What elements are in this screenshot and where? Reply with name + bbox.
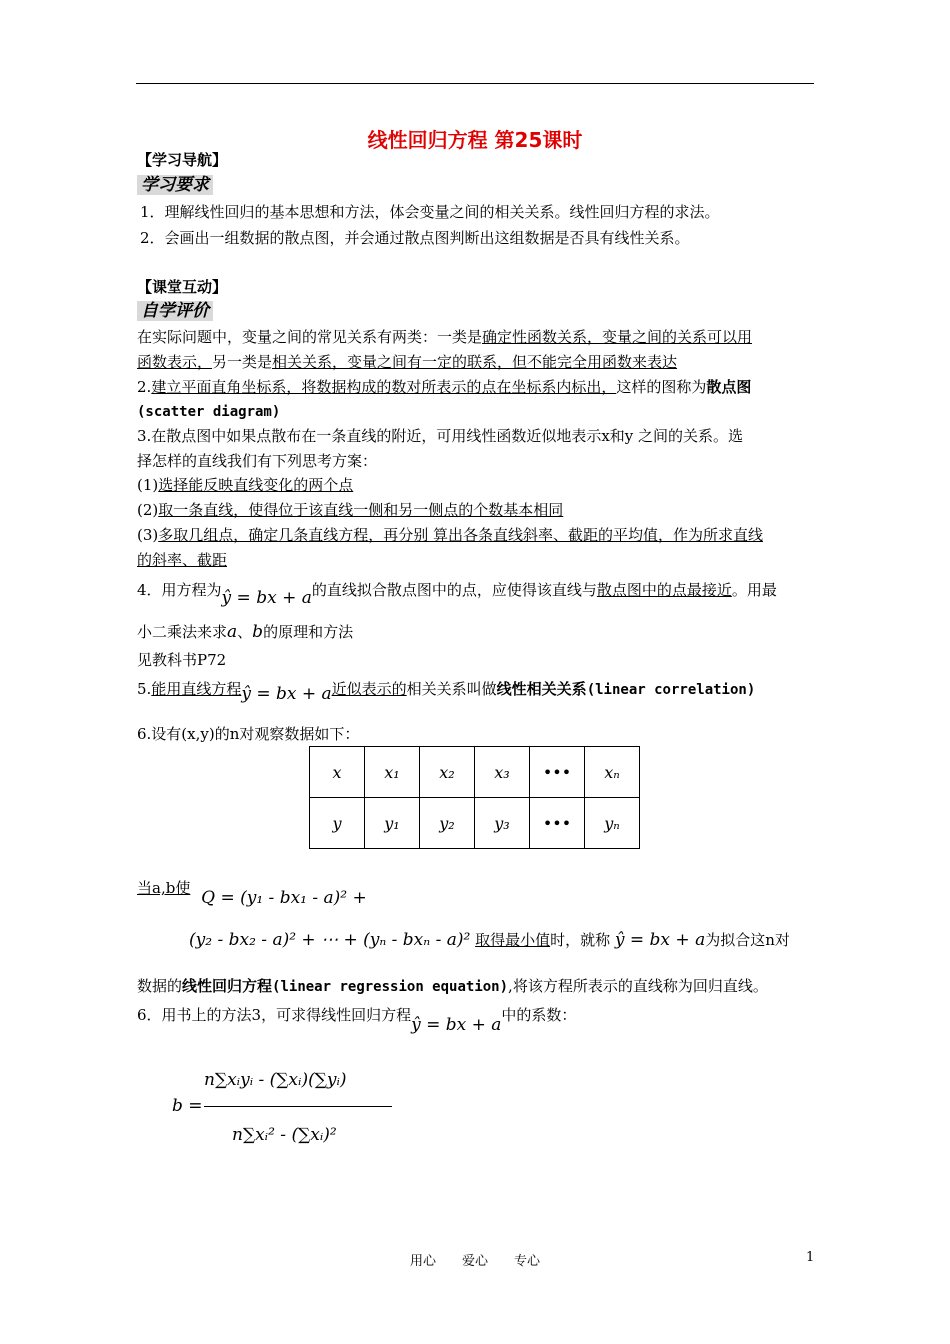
nav-item-2: 2．会画出一组数据的散点图，并会通过散点图判断出这组数据是否具有线性关系。 bbox=[140, 229, 690, 247]
table-row bbox=[310, 747, 640, 798]
footer-text: 用心 爱心 专心 bbox=[409, 1254, 540, 1269]
nav-subheading-label: 学习要求 bbox=[137, 175, 213, 195]
table-row bbox=[310, 798, 640, 849]
page-title: 线性回归方程 第25课时 bbox=[367, 128, 583, 152]
class-subheading bbox=[137, 301, 817, 321]
paragraph-1-line-1: 在实际问题中，变量之间的常见关系有两类：一类是确定性函数关系，变量之间的关系可以用 bbox=[137, 328, 753, 346]
paragraph-7-line-2: (y₂ - bx₂ - a)² + ⋯ + (yₙ - bxₙ - a)² 取得最小值时，就称 ŷ = bx + a为拟合这n对 bbox=[189, 930, 790, 950]
b-formula-lhs: b = bbox=[172, 1096, 203, 1116]
table-cell: y₂ bbox=[420, 798, 475, 849]
paragraph-4-line-3: 见教科书P72 bbox=[137, 651, 227, 669]
paragraph-5: 5.能用直线方程ŷ = bx + a近似表示的相关关系叫做线性相关关系(linear correlation) bbox=[137, 680, 756, 704]
nav-heading: 【学习导航】 bbox=[137, 151, 228, 169]
option-3-line-2: 的斜率、截距 bbox=[137, 551, 228, 569]
table-cell: x₂ bbox=[420, 747, 475, 798]
table-cell: y bbox=[310, 798, 365, 849]
table-cell: y₃ bbox=[475, 798, 530, 849]
table-cell: y₁ bbox=[365, 798, 420, 849]
nav-item-1: 1．理解线性回归的基本思想和方法，体会变量之间的相关关系。线性回归方程的求法。 bbox=[140, 203, 720, 221]
q-formula-part-1: Q = (y₁ - bx₁ - a)² + bbox=[201, 888, 367, 908]
fraction-bar bbox=[204, 1106, 392, 1107]
option-3-line-1: (3)多取几组点，确定几条直线方程，再分别 算出各条直线斜率、截距的平均值，作为所求直线 bbox=[137, 526, 764, 544]
table-cell: xₙ bbox=[585, 747, 640, 798]
paragraph-7-line-1: 当a,b使 Q = (y₁ - bx₁ - a)² + bbox=[137, 879, 367, 908]
class-heading: 【课堂互动】 bbox=[137, 278, 228, 296]
paragraph-1-line-2: 函数表示，另一类是相关关系，变量之间有一定的联系，但不能完全用函数来表达 bbox=[137, 353, 678, 371]
table-cell: yₙ bbox=[585, 798, 640, 849]
option-2: (2)取一条直线，使得位于该直线一侧和另一侧点的个数基本相同 bbox=[137, 501, 564, 519]
paragraph-4-line-2: 小二乘法来求a、b的原理和方法 bbox=[137, 622, 354, 642]
table-cell: x₃ bbox=[475, 747, 530, 798]
table-cell: x₁ bbox=[365, 747, 420, 798]
b-formula-denominator: n∑xᵢ² - (∑xᵢ)² bbox=[232, 1125, 337, 1145]
b-formula-numerator: n∑xᵢyᵢ - (∑xᵢ)(∑yᵢ) bbox=[204, 1070, 347, 1090]
paragraph-9: 6．用书上的方法3，可求得线性回归方程ŷ = bx + a中的系数： bbox=[137, 1006, 577, 1035]
header-rule bbox=[136, 83, 814, 84]
observation-table bbox=[309, 746, 640, 849]
regression-equation: ŷ = bx + a bbox=[411, 1015, 502, 1035]
paragraph-2-line-2: (scatter diagram) bbox=[137, 404, 281, 420]
table-cell: ••• bbox=[530, 747, 585, 798]
nav-subheading bbox=[137, 175, 817, 195]
paragraph-3-line-1: 3.在散点图中如果点散布在一条直线的附近，可用线性函数近似地表示x和y 之间的关系。选 bbox=[137, 427, 744, 445]
paragraph-4-line-1: 4．用方程为ŷ = bx + a的直线拟合散点图中的点，应使得该直线与散点图中的点最接近。用最 bbox=[137, 581, 777, 608]
regression-equation: ŷ = bx + a bbox=[221, 588, 312, 608]
table-cell: x bbox=[310, 747, 365, 798]
paragraph-6: 6.设有(x,y)的n对观察数据如下： bbox=[137, 725, 360, 743]
table-cell: ••• bbox=[530, 798, 585, 849]
paragraph-3-line-2: 择怎样的直线我们有下列思考方案： bbox=[137, 452, 378, 470]
paragraph-2-line-1: 2.建立平面直角坐标系，将数据构成的数对所表示的点在坐标系内标出，这样的图称为散点图 bbox=[137, 378, 752, 396]
option-1: (1)选择能反映直线变化的两个点 bbox=[137, 476, 354, 494]
class-subheading-label: 自学评价 bbox=[137, 301, 213, 321]
page-number: 1 bbox=[806, 1250, 815, 1265]
regression-equation: ŷ = bx + a bbox=[241, 684, 332, 704]
q-formula-part-2: (y₂ - bx₂ - a)² + ⋯ + (yₙ - bxₙ - a)² bbox=[189, 930, 471, 950]
paragraph-8: 数据的线性回归方程(linear regression equation),将该方程所表示的直线称为回归直线。 bbox=[137, 977, 768, 995]
regression-equation: ŷ = bx + a bbox=[614, 930, 706, 950]
